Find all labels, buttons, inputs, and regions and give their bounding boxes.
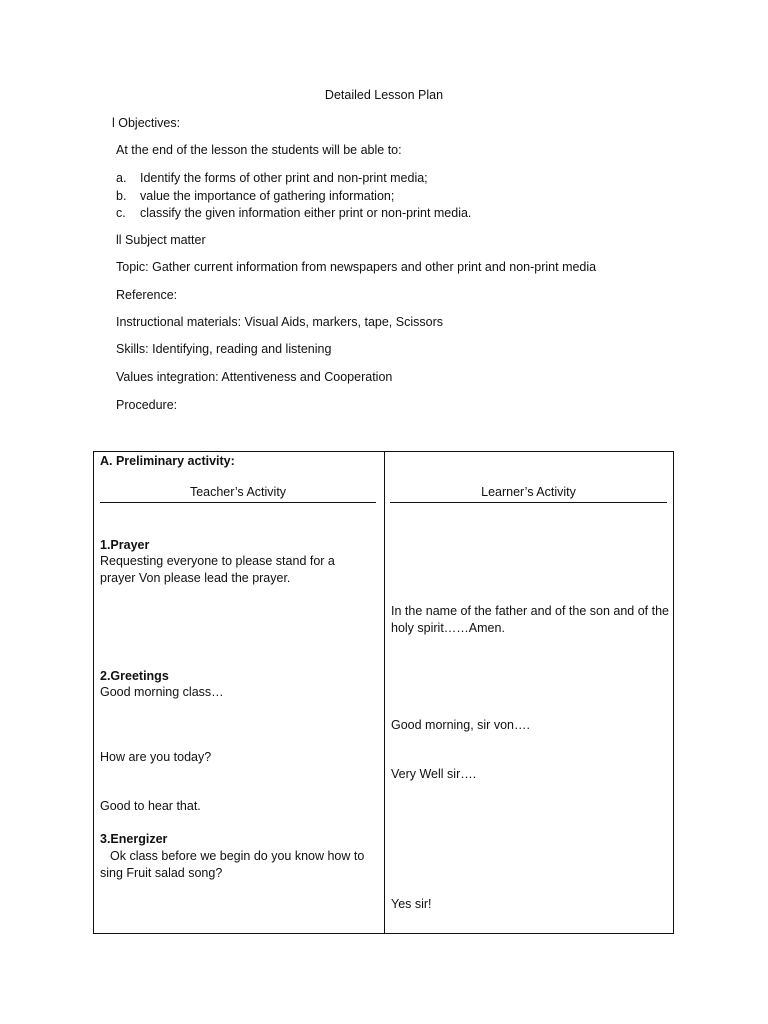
energizer-heading: 3.Energizer	[100, 832, 168, 846]
learner-activity-header: Learner’s Activity	[481, 485, 576, 499]
objectives-heading: l Objectives:	[112, 116, 181, 130]
learner-header-rule	[390, 502, 667, 503]
objectives-intro: At the end of the lesson the students will be able to:	[116, 143, 402, 157]
materials-line: Instructional materials: Visual Aids, markers, tape, Scissors	[116, 315, 443, 329]
objective-item: b. value the importance of gathering information;	[116, 188, 395, 203]
section-label: A. Preliminary activity:	[100, 454, 235, 468]
good-to-hear-text: Good to hear that.	[100, 799, 201, 813]
skills-line: Skills: Identifying, reading and listening	[116, 342, 332, 356]
objectives-list	[116, 170, 471, 223]
greetings-heading: 2.Greetings	[100, 669, 169, 683]
column-divider	[384, 452, 385, 933]
prayer-heading: 1.Prayer	[100, 538, 150, 552]
teacher-header-rule	[100, 502, 376, 503]
subject-heading: ll Subject matter	[116, 233, 206, 247]
teacher-activity-header: Teacher’s Activity	[189, 485, 287, 499]
prayer-response: In the name of the father and of the son and of the holy spirit……Amen.	[391, 604, 669, 635]
energizer-response: Yes sir!	[391, 897, 432, 911]
document-title: Detailed Lesson Plan	[324, 88, 444, 102]
topic-line: Topic: Gather current information from newspapers and other print and non-print media	[116, 260, 597, 274]
how-response: Very Well sir….	[391, 767, 477, 781]
greetings-text: Good morning class…	[100, 685, 224, 699]
objective-item: a. Identify the forms of other print and non-print media;	[116, 171, 428, 185]
objective-item: c. classify the given information either print or non-print media.	[116, 206, 472, 220]
prayer-text: Requesting everyone to please stand for a prayer Von please lead the prayer.	[100, 554, 335, 585]
energizer-text: Ok class before we begin do you know how to sing Fruit salad song?	[100, 849, 365, 880]
values-line: Values integration: Attentiveness and Cooperation	[116, 370, 393, 384]
reference-line: Reference:	[116, 288, 178, 302]
procedure-line: Procedure:	[116, 398, 178, 412]
greetings-response: Good morning, sir von….	[391, 718, 530, 732]
activity-table	[93, 451, 674, 934]
how-are-you-text: How are you today?	[100, 750, 212, 764]
